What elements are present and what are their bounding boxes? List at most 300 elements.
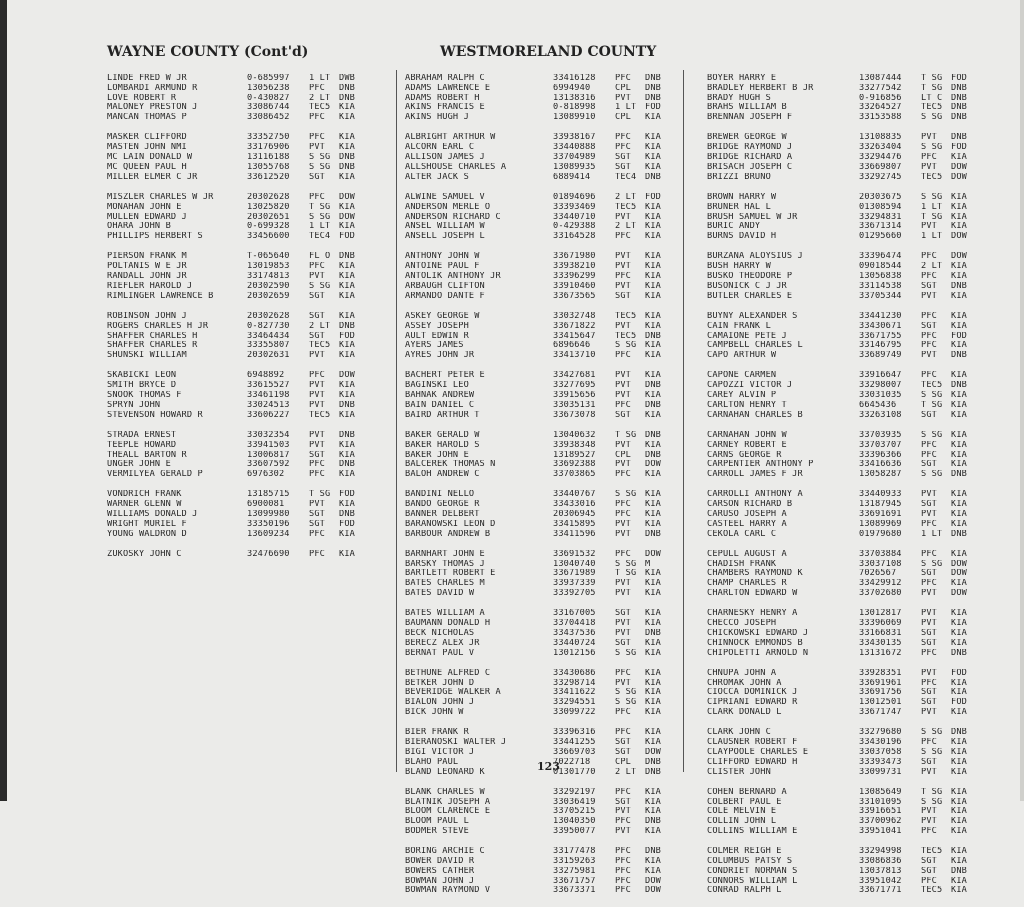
status: KIA: [645, 857, 661, 867]
serial-number: 6645436: [859, 400, 897, 410]
soldier-name: CHARNESKY HENRY A: [707, 609, 798, 619]
roster-entry: [405, 133, 675, 143]
serial-number: 33440767: [553, 490, 596, 500]
status: KIA: [645, 698, 661, 708]
rank: T SG: [921, 787, 943, 797]
roster-entry: [707, 500, 979, 510]
status: KIA: [645, 222, 661, 232]
roster-entry: [707, 470, 979, 480]
serial-number: 33393469: [553, 202, 596, 212]
soldier-name: CAIN FRANK L: [707, 321, 771, 331]
rank: S SG: [309, 162, 331, 172]
status: KIA: [339, 529, 355, 539]
soldier-name: BLOOM PAUL L: [405, 817, 469, 827]
soldier-name: ANTOLIK ANTHONY JR: [405, 272, 501, 282]
serial-number: 33101095: [859, 797, 902, 807]
roster-entry: [707, 798, 979, 808]
status: KIA: [951, 490, 967, 500]
soldier-name: BAKER JOHN E: [405, 450, 469, 460]
roster-entry: [107, 143, 369, 153]
soldier-name: ANTOINE PAUL F: [405, 262, 480, 272]
status: KIA: [645, 351, 661, 361]
soldier-name: BIERANOSKI WALTER J: [405, 738, 507, 748]
soldier-name: MANCAN THOMAS P: [107, 113, 187, 123]
roster-entry: [707, 381, 979, 391]
status: KIA: [951, 410, 967, 420]
status: KIA: [951, 738, 967, 748]
rank: PFC: [921, 827, 937, 836]
rank: PVT: [615, 371, 631, 381]
soldier-name: CHROMAK JOHN A: [707, 678, 782, 688]
rank: S SG: [615, 648, 637, 658]
roster-entry: [107, 530, 369, 540]
roster-entry: [405, 272, 675, 282]
rank: PFC: [615, 847, 631, 857]
serial-number: 33411596: [553, 529, 596, 539]
serial-number: 0-429388: [553, 222, 596, 232]
soldier-name: ALBRIGHT ARTHUR W: [405, 133, 496, 143]
soldier-name: CLIFFORD EDWARD H: [707, 757, 798, 767]
soldier-name: THEALL BARTON R: [107, 450, 187, 460]
soldier-name: SNOOK THOMAS F: [107, 391, 182, 401]
status: DNB: [645, 847, 661, 857]
status: DOW: [339, 192, 355, 202]
rank: TEC4: [309, 232, 331, 242]
serial-number: 33350196: [247, 519, 290, 529]
rank: PVT: [615, 262, 631, 272]
serial-number: 33277542: [859, 83, 902, 93]
soldier-name: BECK NICHOLAS: [405, 628, 475, 638]
roster-entry: [405, 649, 675, 659]
roster-entry: [405, 629, 675, 639]
serial-number: 33416128: [553, 74, 596, 83]
status: KIA: [951, 153, 967, 163]
soldier-name: AKINS FRANCIS E: [405, 103, 485, 113]
status: DNB: [645, 381, 661, 391]
roster-entry: [707, 807, 979, 817]
roster-entry: [405, 262, 675, 272]
soldier-name: BAIRD ARTHUR T: [405, 410, 480, 420]
soldier-name: BERECZ ALEX JR: [405, 638, 480, 648]
status: KIA: [951, 549, 967, 559]
page-number: 123: [537, 760, 560, 773]
serial-number: 33430671: [859, 321, 902, 331]
soldier-name: BUSONICK C J JR: [707, 281, 787, 291]
rank: PFC: [615, 400, 631, 410]
rank: CPL: [615, 83, 631, 93]
roster-entry: [405, 748, 675, 758]
status: KIA: [645, 202, 661, 212]
roster-entry: [707, 609, 979, 619]
roster-entry: [107, 500, 369, 510]
status: KIA: [339, 133, 355, 143]
status: FOD: [339, 232, 355, 242]
roster-entry: [405, 113, 675, 123]
serial-number: 13012501: [859, 698, 902, 708]
soldier-name: BATES CHARLES M: [405, 579, 485, 589]
status: DOW: [951, 232, 967, 242]
roster-entry: [405, 609, 675, 619]
status: KIA: [645, 272, 661, 282]
roster-entry: [405, 550, 675, 560]
rank: SGT: [615, 738, 631, 748]
roster-entry: [405, 490, 675, 500]
scan-border-left: [0, 0, 7, 801]
roster-entry: [707, 867, 979, 877]
roster-entry: [707, 292, 979, 302]
status: KIA: [645, 589, 661, 599]
status: KIA: [339, 143, 355, 153]
serial-number: 33704989: [553, 153, 596, 163]
rank: PVT: [921, 133, 937, 143]
serial-number: 20302651: [247, 212, 290, 222]
soldier-name: BANDINI NELLO: [405, 490, 475, 500]
status: DNB: [339, 93, 355, 103]
status: KIA: [339, 311, 355, 321]
soldier-name: BANNER DELBERT: [405, 509, 480, 519]
roster-entry: [707, 153, 979, 163]
roster-entry: [707, 679, 979, 689]
roster-entry: [707, 847, 979, 857]
rank: PVT: [615, 827, 631, 836]
roster-entry: [707, 173, 979, 183]
serial-number: 33174813: [247, 272, 290, 282]
roster-entry: [707, 569, 979, 579]
status: KIA: [951, 519, 967, 529]
serial-number: 7026567: [859, 569, 897, 579]
serial-number: 33430686: [553, 668, 596, 678]
serial-number: 13058287: [859, 470, 902, 480]
roster-entry: [405, 867, 675, 877]
serial-number: 33615527: [247, 381, 290, 391]
status: FOD: [339, 331, 355, 341]
rank: PVT: [615, 678, 631, 688]
rank: T SG: [921, 74, 943, 83]
serial-number: 0-430827: [247, 93, 290, 103]
rank: PVT: [615, 252, 631, 262]
roster-entry: [107, 391, 369, 401]
roster-entry: [107, 113, 369, 123]
roster-entry: [107, 203, 369, 213]
soldier-name: CLARK DONALD L: [707, 708, 782, 718]
roster-entry: [405, 827, 675, 837]
rank: PVT: [309, 351, 325, 361]
status: KIA: [951, 797, 967, 807]
soldier-name: MULLEN EDWARD J: [107, 212, 187, 222]
roster-entry: [707, 857, 979, 867]
soldier-name: MASKER CLIFFORD: [107, 133, 187, 143]
status: KIA: [339, 500, 355, 510]
roster-entry: [405, 203, 675, 213]
serial-number: 33938348: [553, 440, 596, 450]
roster-column-wayne: [107, 74, 369, 570]
rank: PVT: [921, 668, 937, 678]
serial-number: 13055768: [247, 162, 290, 172]
soldier-name: CHINNOCK EMMONDS B: [707, 638, 803, 648]
entry-group: [707, 133, 979, 182]
scan-border-right: [1020, 0, 1024, 801]
rank: PFC: [615, 549, 631, 559]
roster-entry: [405, 688, 675, 698]
soldier-name: BUTLER CHARLES E: [707, 291, 793, 301]
status: KIA: [951, 272, 967, 282]
roster-entry: [707, 639, 979, 649]
rank: PVT: [309, 143, 325, 153]
roster-entry: [707, 738, 979, 748]
status: KIA: [645, 133, 661, 143]
roster-entry: [405, 153, 675, 163]
serial-number: 20302628: [247, 311, 290, 321]
soldier-name: WILLIAMS DONALD J: [107, 509, 198, 519]
roster-entry: [107, 520, 369, 530]
status: DOW: [951, 569, 967, 579]
entry-group: [107, 193, 369, 242]
soldier-name: ANDERSON RICHARD C: [405, 212, 501, 222]
rank: PVT: [309, 430, 325, 440]
soldier-name: RIEFLER HAROLD J: [107, 281, 193, 291]
soldier-name: CLAYPOOLE CHARLES E: [707, 747, 809, 757]
roster-entry: [405, 74, 675, 84]
status: KIA: [645, 688, 661, 698]
roster-entry: [707, 748, 979, 758]
serial-number: 33031035: [859, 391, 902, 401]
roster-entry: [107, 262, 369, 272]
roster-entry: [707, 768, 979, 778]
soldier-name: BOWMAN JOHN J: [405, 876, 475, 886]
serial-number: 13089910: [553, 113, 596, 123]
status: KIA: [951, 817, 967, 827]
roster-entry: [707, 351, 979, 361]
county-header-wayne: WAYNE COUNTY (Cont'd): [107, 44, 309, 60]
status: KIA: [645, 262, 661, 272]
rank: PVT: [309, 500, 325, 510]
serial-number: 13006817: [247, 450, 290, 460]
roster-entry: [107, 232, 369, 242]
rank: PVT: [615, 321, 631, 331]
rank: PFC: [615, 272, 631, 282]
soldier-name: MISZLER CHARLES W JR: [107, 192, 214, 202]
roster-entry: [707, 520, 979, 530]
roster-entry: [707, 441, 979, 451]
rank: PVT: [615, 281, 631, 291]
rank: S SG: [921, 430, 943, 440]
roster-entry: [707, 589, 979, 599]
soldier-name: BREWER GEORGE W: [707, 133, 787, 143]
roster-entry: [405, 698, 675, 708]
rank: PVT: [615, 460, 631, 470]
roster-entry: [707, 758, 979, 768]
serial-number: 33396366: [859, 450, 902, 460]
rank: PFC: [309, 529, 325, 539]
roster-entry: [707, 550, 979, 560]
serial-number: 13087444: [859, 74, 902, 83]
status: KIA: [339, 222, 355, 232]
serial-number: 33037058: [859, 747, 902, 757]
status: KIA: [339, 410, 355, 420]
rank: PFC: [921, 876, 937, 886]
status: DNB: [645, 628, 661, 638]
rank: PFC: [615, 876, 631, 886]
soldier-name: AKINS HUGH J: [405, 113, 469, 123]
soldier-name: CHAMP CHARLES R: [707, 579, 787, 589]
status: DNB: [951, 529, 967, 539]
serial-number: 13138316: [553, 93, 596, 103]
soldier-name: CHIPOLETTI ARNOLD N: [707, 648, 809, 658]
roster-entry: [707, 262, 979, 272]
entry-group: [405, 431, 675, 480]
serial-number: 33692388: [553, 460, 596, 470]
serial-number: 6896646: [553, 341, 591, 351]
soldier-name: BAIN DANIEL C: [405, 400, 475, 410]
soldier-name: CIPRIANI EDWARD R: [707, 698, 798, 708]
status: KIA: [951, 807, 967, 817]
rank: SGT: [615, 291, 631, 301]
roster-entry: [405, 441, 675, 451]
entry-group: [405, 133, 675, 182]
soldier-name: CHADISH FRANK: [707, 559, 777, 569]
rank: PFC: [615, 668, 631, 678]
soldier-name: CONDRIET NORMAN S: [707, 866, 798, 876]
status: FOD: [951, 698, 967, 708]
status: KIA: [645, 410, 661, 420]
roster-entry: [405, 738, 675, 748]
rank: SGT: [615, 797, 631, 807]
soldier-name: COLLINS WILLIAM E: [707, 827, 798, 836]
serial-number: 33671989: [553, 569, 596, 579]
soldier-name: CAPONE CARMEN: [707, 371, 777, 381]
serial-number: 33671980: [553, 252, 596, 262]
serial-number: 20303675: [859, 192, 902, 202]
soldier-name: BARTLETT ROBERT E: [405, 569, 496, 579]
soldier-name: BAKER HAROLD S: [405, 440, 480, 450]
soldier-name: CAPOZZI VICTOR J: [707, 381, 793, 391]
roster-entry: [405, 807, 675, 817]
status: KIA: [645, 738, 661, 748]
entry-group: [405, 193, 675, 242]
roster-entry: [107, 351, 369, 361]
serial-number: 33464434: [247, 331, 290, 341]
soldier-name: BORING ARCHIE C: [405, 847, 485, 857]
soldier-name: BERNAT PAUL V: [405, 648, 475, 658]
rank: TEC5: [921, 103, 943, 113]
rank: PFC: [309, 549, 325, 559]
entry-group: [707, 788, 979, 837]
soldier-name: BATES WILLIAM A: [405, 609, 485, 619]
roster-entry: [707, 133, 979, 143]
roster-entry: [107, 153, 369, 163]
roster-entry: [107, 222, 369, 232]
roster-entry: [405, 341, 675, 351]
serial-number: 33413710: [553, 351, 596, 361]
roster-entry: [405, 401, 675, 411]
status: FOD: [951, 74, 967, 83]
serial-number: 33441255: [553, 738, 596, 748]
soldier-name: BRISACH JOSEPH C: [707, 162, 793, 172]
serial-number: 0-916856: [859, 93, 902, 103]
entry-group: [405, 312, 675, 361]
rank: S SG: [615, 698, 637, 708]
entry-group: [107, 312, 369, 361]
status: DNB: [645, 430, 661, 440]
soldier-name: CHECCO JOSEPH: [707, 619, 777, 629]
rank: SGT: [615, 609, 631, 619]
soldier-name: BIER FRANK R: [405, 728, 469, 738]
roster-entry: [107, 312, 369, 322]
rank: S SG: [921, 470, 943, 480]
rank: PVT: [615, 440, 631, 450]
status: KIA: [951, 767, 967, 777]
roster-entry: [405, 381, 675, 391]
soldier-name: SHAFFER CHARLES H: [107, 331, 198, 341]
entry-group: [707, 371, 979, 420]
status: KIA: [645, 609, 661, 619]
entry-group: [707, 252, 979, 301]
soldier-name: CARNAHAN CHARLES B: [707, 410, 803, 420]
rank: FL O: [309, 252, 331, 262]
soldier-name: COLBERT PAUL E: [707, 797, 782, 807]
soldier-name: MASTEN JOHN NMI: [107, 143, 187, 153]
status: KIA: [645, 440, 661, 450]
soldier-name: BLAND LEONARD K: [405, 767, 485, 777]
status: KIA: [339, 341, 355, 351]
rank: SGT: [615, 638, 631, 648]
roster-entry: [707, 252, 979, 262]
rank: 1 LT: [921, 529, 943, 539]
roster-entry: [707, 827, 979, 837]
status: DOW: [951, 252, 967, 262]
status: KIA: [951, 222, 967, 232]
soldier-name: WARNER GLENN W: [107, 500, 182, 510]
entry-group: [405, 609, 675, 658]
rank: T SG: [615, 569, 637, 579]
serial-number: 33086744: [247, 103, 290, 113]
entry-group: [107, 252, 369, 301]
rank: PFC: [921, 371, 937, 381]
rank: PVT: [615, 212, 631, 222]
soldier-name: ANSELL JOSEPH L: [405, 232, 485, 242]
soldier-name: POLTANIS W E JR: [107, 262, 187, 272]
status: DNB: [951, 866, 967, 876]
rank: PFC: [309, 113, 325, 123]
rank: T SG: [309, 490, 331, 500]
roster-entry: [107, 451, 369, 461]
status: KIA: [951, 857, 967, 867]
roster-entry: [405, 431, 675, 441]
serial-number: 13108835: [859, 133, 902, 143]
serial-number: 13189527: [553, 450, 596, 460]
entry-group: [107, 371, 369, 420]
soldier-name: CLISTER JOHN: [707, 767, 771, 777]
serial-number: 33263404: [859, 143, 902, 153]
soldier-name: ROBINSON JOHN J: [107, 311, 187, 321]
serial-number: 13609234: [247, 529, 290, 539]
rank: SGT: [921, 569, 937, 579]
rank: T SG: [309, 202, 331, 212]
soldier-name: CIOCCA DOMINICK J: [707, 688, 798, 698]
roster-entry: [707, 332, 979, 342]
soldier-name: BRUSH SAMUEL W JR: [707, 212, 798, 222]
rank: TEC5: [615, 311, 637, 321]
soldier-name: CAMPBELL CHARLES L: [707, 341, 803, 351]
serial-number: 01301770: [553, 767, 596, 777]
status: KIA: [339, 381, 355, 391]
entry-group: [107, 431, 369, 480]
soldier-name: BOWMAN RAYMOND V: [405, 886, 491, 896]
soldier-name: RIMLINGER LAWRENCE B: [107, 291, 214, 301]
roster-entry: [405, 817, 675, 827]
soldier-name: CEKOLA CARL C: [707, 529, 777, 539]
soldier-name: BATES DAVID W: [405, 589, 475, 599]
